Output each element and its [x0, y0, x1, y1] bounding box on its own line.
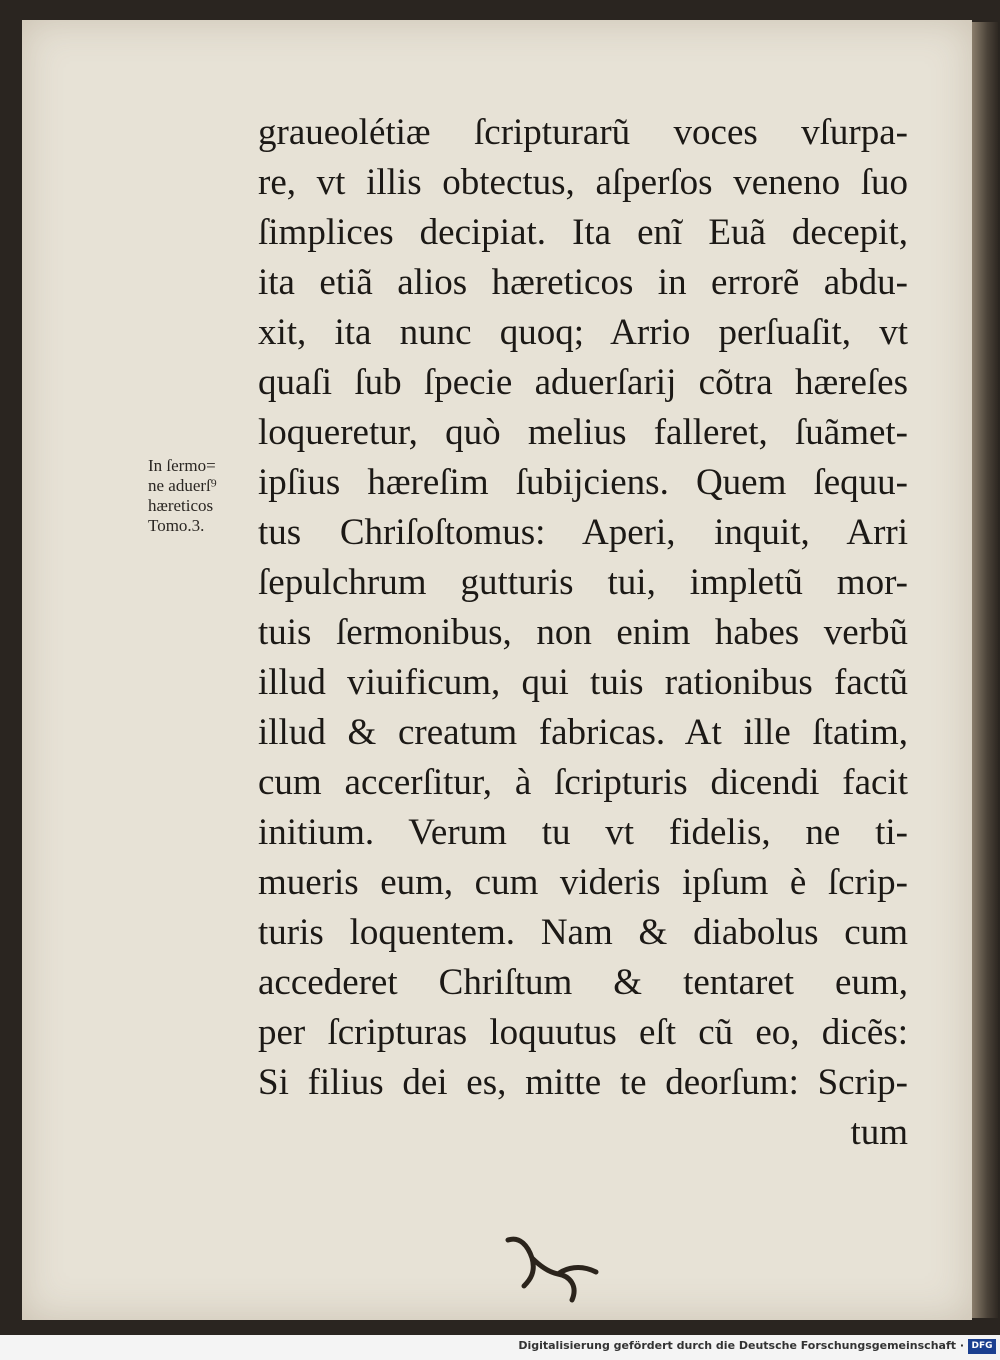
- text-line: per ſcripturas loquutus eſt cũ eo, dicẽs:: [258, 1012, 908, 1053]
- marginal-line: Tomo.3.: [148, 516, 205, 535]
- text-line: ſimplices decipiat. Ita enĩ Euã decepit,: [258, 212, 908, 253]
- text-line: re, vt illis obtectus, aſperſos veneno ſuo: [258, 162, 908, 203]
- body-text: [258, 108, 908, 1158]
- text-line: tus Chriſoſtomus: Aperi, inquit, Arri: [258, 512, 908, 553]
- text-line: xit, ita nunc quoq; Arrio perſuaſit, vt: [258, 312, 908, 353]
- text-line: Si filius dei es, mitte te deorſum: Scrip-: [258, 1062, 908, 1103]
- text-line: tuis ſermonibus, non enim habes verbũ: [258, 612, 908, 653]
- text-line: turis loquentem. Nam & diabolus cum: [258, 912, 908, 953]
- text-line: graueolétiæ ſcripturarũ voces vſurpa-: [258, 112, 908, 153]
- text-line: ipſius hæreſim ſubijciens. Quem ſequu-: [258, 462, 908, 503]
- paper-defect-mark: [500, 1228, 610, 1308]
- funding-credit: Digitalisierung gefördert durch die Deutsche Forschungsgemeinschaft ·: [518, 1339, 964, 1352]
- catchword: tum: [850, 1112, 908, 1153]
- marginal-note: [148, 456, 256, 536]
- text-line: ita etiã alios hæreticos in errorẽ abdu-: [258, 262, 908, 303]
- page-edge: [972, 22, 998, 1318]
- text-line: ſepulchrum gutturis tui, impletũ mor-: [258, 562, 908, 603]
- text-line: illud viuificum, qui tuis rationibus factũ: [258, 662, 908, 703]
- marginal-line: ne aduerſ⁹: [148, 476, 217, 495]
- dfg-logo-icon: DFG: [968, 1339, 996, 1354]
- text-line: illud & creatum fabricas. At ille ſtatim,: [258, 712, 908, 753]
- marginal-line: In ſermo=: [148, 456, 216, 475]
- digitization-footer: [0, 1335, 1000, 1360]
- text-line: quaſi ſub ſpecie aduerſarij cõtra hæreſes: [258, 362, 908, 403]
- text-line: initium. Verum tu vt fidelis, ne ti-: [258, 812, 908, 853]
- text-line: cum accerſitur, à ſcripturis dicendi facit: [258, 762, 908, 803]
- text-line: loqueretur, quò melius falleret, ſuãmet-: [258, 412, 908, 453]
- text-line: mueris eum, cum videris ipſum è ſcrip-: [258, 862, 908, 903]
- text-line: accederet Chriſtum & tentaret eum,: [258, 962, 908, 1003]
- marginal-line: hæreticos: [148, 496, 214, 515]
